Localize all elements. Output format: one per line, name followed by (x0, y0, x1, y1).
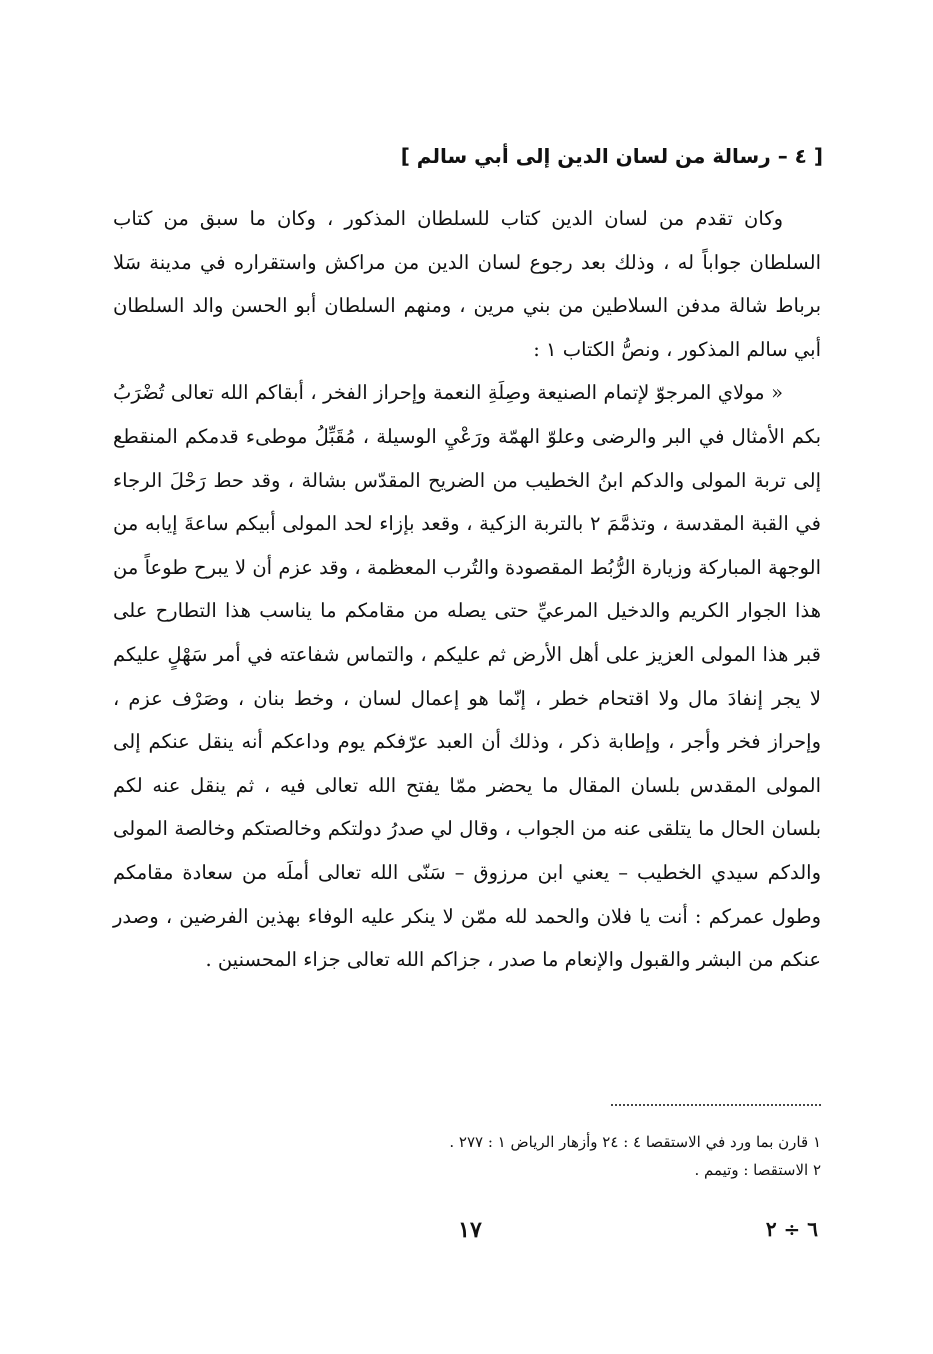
printer-signature: ٦ ÷ ٢ (765, 1217, 818, 1241)
footnote-1: ١ قارن بما ورد في الاستقصا ٤ : ٢٤ وأزهار الرياض ١ : ٢٧٧ . (449, 1133, 821, 1151)
footnotes (121, 1128, 821, 1184)
letter-paragraph: « مولاي المرجوّ لإتمام الصنيعة وصِلَةِ النعمة وإحراز الفخر ، أبقاكم الله تعالى تُضْرَبُ بكم الأمثال في البر والرضى وعلوّ الهمّة ورَعْيِ الوسيلة ، مُقَبِّلُ موطىء قدمكم المنقطع إلى تربة المولى والدكم ابنُ الخطيب من الضريح المقدّس بشالة ، وقد حط رَحْلَ الرجاء في القبة المقدسة ، وتذمَّمَ ٢ بالتربة الزكية ، وقعد بإزاء لحد المولى أبيكم ساعةَ إيابه من الوجهة المباركة وزيارة الرُّبُط المقصودة والتُرب المعظمة ، وقد عزم أن لا يبرح طوعاً من هذا الجوار الكريم والدخيل المرعيِّ حتى يصله من مقامكم ما يناسب هذا التطارح على قبر هذا المولى العزيز على أهل الأرض ثم عليكم ، والتماس شفاعته في أمر سَهْلٍ عليكم لا يجر إنفادَ مال ولا اقتحام خطر ، إنّما هو إعمال لسان ، وخط بنان ، وصَرْف عزم ، وإحراز فخر وأجر ، وإطابة ذكر ، وذلك أن العبد عرّفكم يوم وداعكم أنه ينقل عنكم إلى المولى المقدس بلسان المقال ما يحضر ممّا يفتح الله تعالى فيه ، ثم ينقل عنه لكم بلسان الحال ما يتلقى عنه من الجواب ، وقال لي صدرُ دولتكم وخالصتكم وخالصة المولى والدكم سيدي الخطيب – يعني ابن مرزوق – سَنّى الله تعالى أملَه من سعادة مقامكم وطول عمركم : أنت يا فلان والحمد لله ممّن لا ينكر عليه الوفاء بهذين الفرضين ، وصدر عنكم من البشر والقبول والإنعام ما صدر ، جزاكم الله تعالى جزاء المحسنين . (113, 381, 821, 972)
intro-paragraph: وكان تقدم من لسان الدين كتاب للسلطان المذكور ، وكان ما سبق من كتاب السلطان جواباً له ، وذلك بعد رجوع لسان الدين من مراكش واستقراره في مدينة سَلا برباط شالة مدفن السلاطين من بني مرين ، ومنهم السلطان أبو الحسن والد السلطان أبي سالم المذكور ، ونصُّ الكتاب ١ : (113, 207, 821, 361)
footnote-2: ٢ الاستقصا : وتيمم . (694, 1161, 821, 1179)
section-heading: [ ٤ – رسالة من لسان الدين إلى أبي سالم ] (400, 144, 823, 168)
page-number: ١٧ (458, 1217, 482, 1243)
body-text (113, 197, 821, 982)
footnote-separator (611, 1104, 821, 1106)
